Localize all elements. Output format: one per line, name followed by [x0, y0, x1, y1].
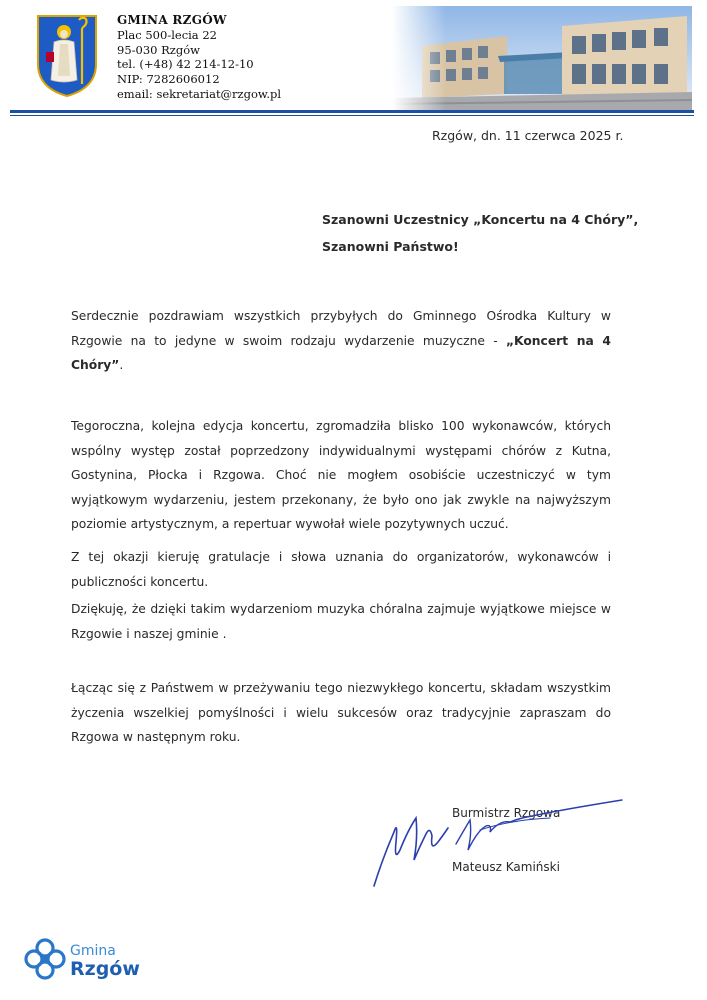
- gmina-logo-icon: [20, 934, 70, 984]
- header-divider: [10, 110, 694, 113]
- paragraph-4: Dziękuję, że dzięki takim wydarzeniom muzyka chóralna zajmuje wyjątkowe miejsce w Rzgowie i naszej gminie .: [71, 602, 611, 641]
- signatory-title: Burmistrz Rzgowa: [452, 806, 561, 820]
- salutation: [322, 206, 638, 260]
- paragraph-2: Tegoroczna, kolejna edycja koncertu, zgromadziła blisko 100 wykonawców, których wspólny występ został poprzedzony indywidualnymi występami chórów z Kutna, Gostynina, Płocka i Rzgowa. Choć nie mogłem osobiście uczestniczyć w tym wyjątkowym wydarzeniu, jestem przekonany, że było ono jak zwykle na najwyższym poziomie artystycznym, a repertuar wywołał wiele pozytywnych uczuć.: [71, 419, 611, 532]
- phone: tel. (+48) 42 214-12-10: [117, 57, 254, 72]
- office-name: GMINA RZGÓW: [117, 13, 227, 27]
- address-line-2: 95-030 Rzgów: [117, 42, 200, 57]
- letter-date: Rzgów, dn. 11 czerwca 2025 r.: [432, 128, 624, 143]
- header-divider-thin: [10, 115, 694, 116]
- paragraph-1-end: .: [119, 358, 124, 373]
- address-line-1: Plac 500-lecia 22: [117, 27, 217, 42]
- nip: NIP: 7282606012: [117, 72, 220, 87]
- building-photo: [392, 6, 692, 110]
- salutation-line-2: Szanowni Państwo!: [322, 239, 459, 254]
- coat-of-arms-icon: [36, 14, 98, 98]
- footer-line-1: Gmina: [70, 943, 116, 959]
- handwritten-signature: [360, 790, 630, 900]
- paragraph-5: Łącząc się z Państwem w przeżywaniu tego niezwykłego koncertu, składam wszystkim życzenia wszelkiej pomyślności i wielu sukcesów oraz tradycyjnie zapraszam do Rzgowa w następnym roku.: [71, 681, 611, 745]
- signatory-name: Mateusz Kamiński: [452, 860, 560, 874]
- paragraph-3: Z tej okazji kieruję gratulacje i słowa uznania do organizatorów, wykonawców i publiczności koncertu.: [71, 550, 611, 589]
- footer-line-2: Rzgów: [70, 958, 140, 980]
- paragraph-1: [71, 304, 611, 378]
- concert-title: „Koncert na 4 Chóry”: [71, 333, 611, 373]
- paragraph-1-text: Serdecznie pozdrawiam wszystkich przybyłych do Gminnego Ośrodka Kultury w Rzgowie na to jedyne w swoim rodzaju wydarzenie muzyczne -: [71, 309, 611, 348]
- footer-logotype: [70, 944, 140, 979]
- office-address: [117, 13, 281, 102]
- salutation-line-1: Szanowni Uczestnicy „Koncertu na 4 Chóry”,: [322, 212, 639, 227]
- letterhead: [0, 0, 707, 122]
- email: email: sekretariat@rzgow.pl: [117, 86, 282, 101]
